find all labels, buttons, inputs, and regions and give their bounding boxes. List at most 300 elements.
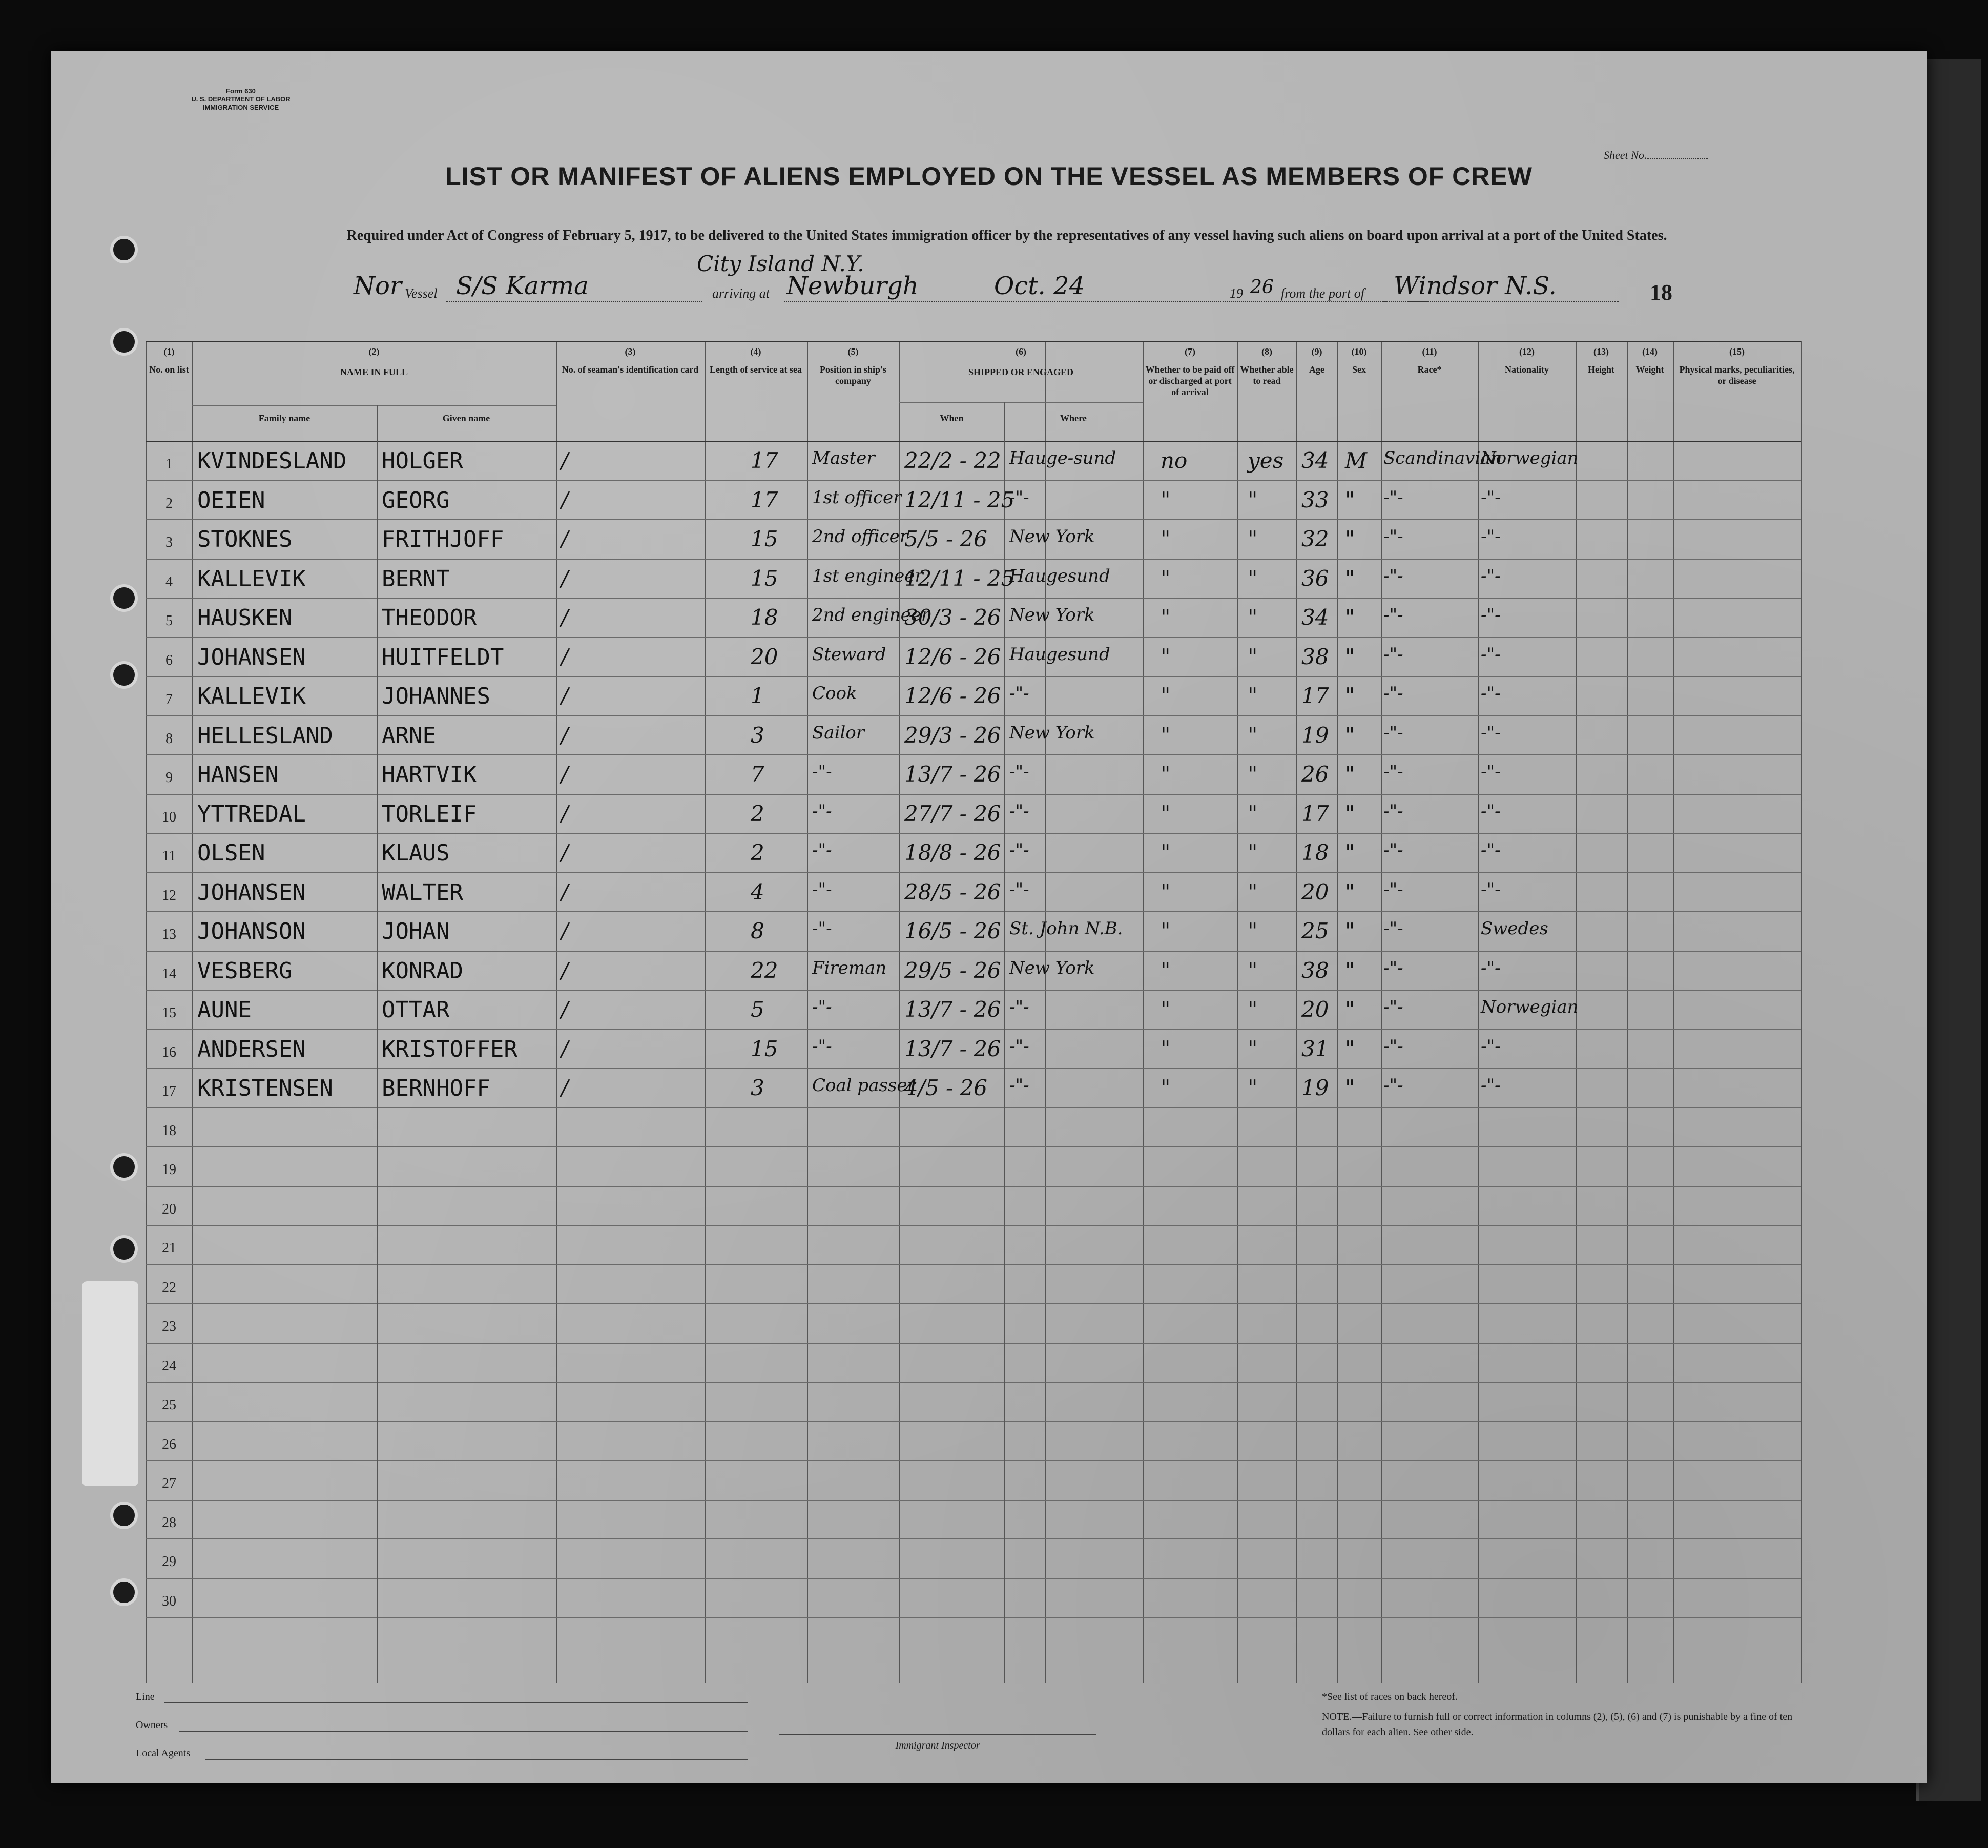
cell-given-name: JOHAN [382, 918, 450, 944]
grid-column-line [146, 341, 147, 1683]
grid-row-line [146, 1225, 1801, 1226]
cell-age: 19 [1301, 722, 1329, 748]
vessel-line [307, 251, 1742, 307]
grid-row-line [146, 872, 1801, 873]
cell-able-to-read: " [1248, 526, 1258, 551]
cell-length-of-service: 22 [751, 957, 778, 983]
cell-given-name: KLAUS [382, 840, 450, 866]
arriving-port: Newburgh [786, 272, 919, 300]
grid-row-line [146, 1578, 1801, 1579]
cell-id-card: / [561, 800, 569, 826]
grid-row-line [146, 1107, 1801, 1108]
col10-number: (10) [1351, 346, 1367, 357]
cell-age: 20 [1301, 997, 1329, 1022]
row-number: 23 [162, 1319, 176, 1334]
cell-length-of-service: 15 [751, 1036, 778, 1061]
cell-able-to-read: yes [1248, 448, 1284, 473]
cell-shipped-when: 30/3 - 26 [904, 605, 1001, 630]
col11-label: Race* [1417, 364, 1442, 375]
grid-row-line [146, 1421, 1801, 1422]
cell-family-name: YTTREDAL [197, 800, 306, 827]
cell-paid-off: " [1161, 683, 1171, 708]
col7-number: (7) [1185, 346, 1195, 357]
cell-id-card: / [561, 526, 569, 551]
cell-race: -"- [1383, 1036, 1403, 1057]
row-number: 13 [162, 927, 176, 942]
col1-number: (1) [163, 346, 175, 357]
cell-id-card: / [561, 762, 569, 787]
grid-row-line [146, 1538, 1801, 1539]
cell-id-card: / [561, 487, 569, 512]
col12-number: (12) [1519, 346, 1535, 357]
cell-shipped-where: -"- [1009, 840, 1029, 860]
col9-number: (9) [1311, 346, 1322, 357]
grid-row-line [146, 1617, 1801, 1618]
row-number: 4 [165, 573, 173, 590]
col13-label: Height [1588, 364, 1614, 375]
grid-row-line [146, 1029, 1801, 1030]
cell-sex: " [1345, 722, 1355, 748]
cell-nationality: -"- [1481, 605, 1501, 625]
cell-race: -"- [1383, 1075, 1403, 1096]
col14-number: (14) [1642, 346, 1658, 357]
cell-position: -"- [812, 1036, 832, 1057]
cell-length-of-service: 18 [751, 605, 778, 630]
grid-column-line [1801, 341, 1802, 1683]
cell-able-to-read: " [1248, 605, 1258, 630]
col12-label: Nationality [1504, 364, 1549, 375]
grid-row-line [146, 1146, 1801, 1147]
row-number: 3 [165, 535, 173, 550]
page-title: LIST OR MANIFEST OF ALIENS EMPLOYED ON THE VESSEL AS MEMBERS OF CREW [445, 162, 1533, 191]
cell-able-to-read: " [1248, 1075, 1258, 1100]
cell-nationality: -"- [1481, 683, 1501, 704]
cell-able-to-read: " [1248, 565, 1258, 591]
footer-agents-label: Local Agents [136, 1748, 191, 1759]
service: IMMIGRATION SERVICE [202, 104, 279, 111]
cell-id-card: / [561, 879, 569, 905]
cell-sex: " [1345, 605, 1355, 630]
cell-race: -"- [1383, 800, 1403, 822]
cell-sex: " [1345, 918, 1355, 943]
cell-id-card: / [561, 997, 569, 1022]
cell-position: -"- [812, 840, 832, 860]
manifest-page [51, 51, 1927, 1783]
col11-number: (11) [1422, 346, 1437, 357]
cell-shipped-where: -"- [1009, 879, 1029, 900]
cell-shipped-when: 29/5 - 26 [904, 957, 1001, 983]
year-hand: 26 [1250, 277, 1274, 298]
cell-family-name: JOHANSEN [197, 644, 306, 670]
cell-shipped-where: -"- [1009, 762, 1029, 782]
cell-shipped-where: New York [1009, 722, 1095, 743]
cell-family-name: KALLEVIK [197, 683, 306, 709]
when-where-split-line [1004, 402, 1005, 1683]
col1-label: No. on list [149, 364, 189, 375]
cell-family-name: KVINDESLAND [197, 448, 347, 474]
cell-position: Sailor [812, 722, 865, 743]
cell-shipped-when: 16/5 - 26 [904, 918, 1001, 943]
cell-able-to-read: " [1248, 487, 1258, 512]
cell-race: -"- [1383, 683, 1403, 704]
row-number: 26 [162, 1436, 176, 1452]
cell-shipped-where: -"- [1009, 1075, 1029, 1096]
cell-race: -"- [1383, 526, 1403, 547]
col3-label: No. of seaman's identification card [562, 364, 699, 375]
cell-shipped-when: 13/7 - 26 [904, 762, 1001, 787]
grid-row-line [146, 637, 1801, 638]
cell-race: -"- [1383, 487, 1403, 508]
cell-shipped-where: -"- [1009, 1036, 1029, 1057]
cell-sex: " [1345, 487, 1355, 512]
cell-id-card: / [561, 605, 569, 630]
col9-label: Age [1309, 364, 1324, 375]
cell-nationality: Norwegian [1481, 997, 1579, 1017]
correction-hand: City Island N.Y. [697, 251, 864, 276]
cell-family-name: OLSEN [197, 840, 265, 866]
cell-able-to-read: " [1248, 840, 1258, 865]
cell-shipped-where: -"- [1009, 487, 1029, 508]
cell-paid-off: " [1161, 644, 1171, 669]
races-note: *See list of races on back hereof. [1322, 1691, 1458, 1702]
nationality-hand: Nor [354, 272, 402, 300]
cell-id-card: / [561, 722, 569, 748]
cell-paid-off: " [1161, 526, 1171, 551]
cell-able-to-read: " [1248, 957, 1258, 983]
row-number: 6 [165, 652, 173, 668]
cell-length-of-service: 2 [751, 800, 764, 826]
cell-position: Master [812, 448, 875, 468]
cell-shipped-when: 12/11 - 25 [904, 487, 1015, 512]
col13-number: (13) [1593, 346, 1609, 357]
cell-position: -"- [812, 762, 832, 782]
cell-nationality: -"- [1481, 1075, 1501, 1096]
cell-age: 17 [1301, 800, 1329, 826]
cell-sex: " [1345, 957, 1355, 983]
row-number: 17 [162, 1083, 176, 1099]
from-label: from the port of [1281, 286, 1364, 301]
grid-row-line [146, 990, 1801, 991]
cell-nationality: -"- [1481, 526, 1501, 547]
cell-id-card: / [561, 448, 569, 473]
cell-given-name: JOHANNES [382, 683, 490, 709]
cell-id-card: / [561, 565, 569, 591]
form-header [179, 87, 302, 112]
cell-family-name: STOKNES [197, 526, 293, 552]
cell-race: -"- [1383, 605, 1403, 625]
cell-age: 36 [1301, 565, 1329, 591]
cell-nationality: -"- [1481, 879, 1501, 900]
cell-able-to-read: " [1248, 800, 1258, 826]
cell-able-to-read: " [1248, 722, 1258, 748]
col7-label: Whether to be paid off or discharged at port of arrival [1145, 364, 1235, 397]
cell-race: -"- [1383, 722, 1403, 743]
where-header: Where [1060, 413, 1087, 423]
row-number: 18 [162, 1122, 176, 1139]
cell-position: -"- [812, 918, 832, 939]
cell-paid-off: " [1161, 762, 1171, 787]
row-number: 5 [165, 613, 173, 629]
grid-column-line [1381, 341, 1382, 1683]
cell-position: Steward [812, 644, 886, 665]
row-number: 1 [165, 456, 173, 472]
cell-able-to-read: " [1248, 683, 1258, 708]
grid-row-line [146, 794, 1801, 795]
cell-family-name: HANSEN [197, 762, 279, 788]
cell-id-card: / [561, 957, 569, 983]
cell-shipped-where: New York [1009, 957, 1095, 978]
cell-length-of-service: 8 [751, 918, 764, 943]
row-number: 20 [162, 1201, 176, 1217]
cell-given-name: WALTER [382, 879, 463, 906]
cell-age: 33 [1301, 487, 1329, 512]
cell-paid-off: " [1161, 840, 1171, 865]
cell-position: 2nd engineer [812, 605, 930, 625]
cell-given-name: KRISTOFFER [382, 1036, 517, 1062]
cell-id-card: / [561, 1075, 569, 1100]
cell-age: 19 [1301, 1075, 1329, 1100]
cell-race: -"- [1383, 565, 1403, 586]
grid-row-line [146, 833, 1801, 834]
cell-sex: " [1345, 997, 1355, 1022]
cell-position: Cook [812, 683, 857, 704]
cell-family-name: ANDERSEN [197, 1036, 306, 1062]
cell-length-of-service: 7 [751, 762, 764, 787]
cell-paid-off: " [1161, 918, 1171, 943]
cell-paid-off: " [1161, 800, 1171, 826]
cell-nationality: -"- [1481, 840, 1501, 860]
cell-id-card: / [561, 644, 569, 669]
cell-paid-off: " [1161, 1036, 1171, 1061]
grid-column-line [192, 341, 193, 1683]
cell-family-name: HELLESLAND [197, 722, 333, 749]
vessel-name: S/S Karma [456, 272, 589, 300]
cell-paid-off: " [1161, 879, 1171, 905]
grid-row-line [146, 1264, 1801, 1265]
col14-label: Weight [1635, 364, 1664, 375]
cell-family-name: VESBERG [197, 957, 293, 984]
cell-given-name: BERNHOFF [382, 1075, 490, 1101]
row-number: 9 [165, 770, 173, 786]
cell-family-name: KRISTENSEN [197, 1075, 333, 1101]
cell-position: Fireman [812, 957, 887, 978]
grid-row-line [146, 676, 1801, 677]
row-number: 2 [165, 495, 173, 511]
cell-given-name: FRITHJOFF [382, 526, 504, 552]
cell-able-to-read: " [1248, 879, 1258, 905]
binder-hole [110, 236, 138, 263]
grid-row-line [146, 715, 1801, 716]
cell-paid-off: " [1161, 605, 1171, 630]
row-number: 12 [162, 887, 176, 904]
col10-label: Sex [1352, 364, 1366, 375]
grid-row-line [146, 1460, 1801, 1461]
row-number: 21 [162, 1240, 176, 1256]
col4-label: Length of service at sea [710, 364, 802, 375]
cell-sex: " [1345, 879, 1355, 905]
grid-row-line [146, 1343, 1801, 1344]
cell-paid-off: " [1161, 722, 1171, 748]
col5-label: Position in ship's company [819, 364, 887, 386]
cell-race: -"- [1383, 644, 1403, 665]
cell-length-of-service: 4 [751, 879, 764, 905]
binder-hole [110, 1235, 138, 1263]
cell-shipped-where: -"- [1009, 997, 1029, 1017]
cell-shipped-when: 22/2 - 22 [904, 448, 1001, 473]
binder-hole [110, 1578, 138, 1606]
cell-given-name: OTTAR [382, 997, 450, 1023]
cell-shipped-when: 12/11 - 25 [904, 565, 1015, 591]
year-label: 19 [1230, 286, 1243, 301]
grid-column-line [1673, 341, 1674, 1683]
cell-given-name: HUITFELDT [382, 644, 504, 670]
binder-hole [110, 661, 138, 689]
cell-able-to-read: " [1248, 762, 1258, 787]
grid-column-line [1337, 341, 1338, 1683]
col2-label: NAME IN FULL [340, 367, 408, 377]
grid-row-line [146, 1186, 1801, 1187]
cell-nationality: -"- [1481, 762, 1501, 782]
cell-position: -"- [812, 997, 832, 1017]
grid-row-line [146, 911, 1801, 912]
cell-shipped-when: 29/3 - 26 [904, 722, 1001, 748]
cell-shipped-when: 13/7 - 26 [904, 1036, 1001, 1061]
cell-age: 34 [1301, 448, 1329, 473]
grid-row-line [146, 1068, 1801, 1069]
cell-position: -"- [812, 879, 832, 900]
cell-family-name: JOHANSEN [197, 879, 306, 906]
col8-number: (8) [1261, 346, 1272, 357]
grid-column-line [1237, 341, 1238, 1683]
cell-nationality: -"- [1481, 722, 1501, 743]
cell-age: 31 [1301, 1036, 1329, 1061]
page-subtitle: Required under Act of Congress of February 5, 1917, to be delivered to the United States immigration officer by the representatives of any vessel having such aliens on board upon arrival at a port of the United States. [346, 228, 1667, 243]
binder-hole [110, 584, 138, 612]
cell-shipped-when: 18/8 - 26 [904, 840, 1001, 865]
grid-row-line [146, 559, 1801, 560]
row-number: 19 [162, 1162, 176, 1178]
header-bottom-line [146, 441, 1801, 442]
row-number: 25 [162, 1397, 176, 1413]
grid-column-line [1296, 341, 1297, 1683]
col5-number: (5) [847, 346, 859, 357]
cell-length-of-service: 15 [751, 565, 778, 591]
grid-column-line [807, 341, 808, 1683]
cell-age: 38 [1301, 644, 1329, 669]
cell-age: 20 [1301, 879, 1329, 905]
cell-paid-off: " [1161, 997, 1171, 1022]
grid-row-line [146, 480, 1801, 481]
col6-label: SHIPPED OR ENGAGED [968, 367, 1074, 377]
cell-position: 1st officer [812, 487, 902, 508]
col3-number: (3) [625, 346, 636, 357]
cell-shipped-when: 13/7 - 26 [904, 997, 1001, 1022]
row-number: 15 [162, 1005, 176, 1021]
cell-race: -"- [1383, 762, 1403, 782]
sheet-no-label: Sheet No. [1604, 149, 1647, 161]
cell-given-name: THEODOR [382, 605, 477, 631]
row-number: 29 [162, 1554, 176, 1570]
grid-column-line [556, 341, 557, 1683]
form-number: Form 630 [226, 87, 256, 95]
grid-column-line [705, 341, 706, 1683]
cell-able-to-read: " [1248, 918, 1258, 943]
name-subheader-line [192, 405, 556, 406]
cell-paid-off: " [1161, 565, 1171, 591]
grid-row-line [146, 1500, 1801, 1501]
cell-age: 25 [1301, 918, 1329, 943]
family-given-split-line [377, 405, 378, 1683]
cell-shipped-when: 28/5 - 26 [904, 879, 1001, 905]
cell-sex: " [1345, 1075, 1355, 1100]
col6-number: (6) [1016, 346, 1026, 357]
cell-family-name: KALLEVIK [197, 565, 306, 592]
cell-length-of-service: 3 [751, 722, 764, 748]
cell-position: 1st engineer [812, 565, 923, 586]
cell-length-of-service: 1 [751, 683, 764, 708]
cell-age: 26 [1301, 762, 1329, 787]
cell-race: -"- [1383, 957, 1403, 978]
cell-length-of-service: 20 [751, 644, 778, 669]
col4-number: (4) [750, 346, 761, 357]
cell-shipped-when: 12/6 - 26 [904, 683, 1001, 708]
cell-given-name: ARNE [382, 722, 436, 749]
cell-paid-off: no [1161, 448, 1188, 473]
cell-race: Scandinavian [1383, 448, 1502, 468]
cell-position: -"- [812, 800, 832, 822]
cell-able-to-read: " [1248, 997, 1258, 1022]
cell-sex: M [1345, 448, 1368, 473]
cell-paid-off: " [1161, 487, 1171, 512]
cell-age: 17 [1301, 683, 1329, 708]
cell-given-name: BERNT [382, 565, 450, 592]
row-number: 10 [162, 809, 176, 825]
cell-nationality: Norwegian [1481, 448, 1579, 468]
cell-sex: " [1345, 526, 1355, 551]
sheet-no-field [1604, 149, 1708, 162]
cell-sex: " [1345, 762, 1355, 787]
cell-given-name: GEORG [382, 487, 450, 514]
cell-sex: " [1345, 644, 1355, 669]
cell-id-card: / [561, 918, 569, 943]
cell-length-of-service: 17 [751, 487, 778, 512]
manifest-table [146, 341, 1801, 1683]
cell-sex: " [1345, 683, 1355, 708]
cell-shipped-where: -"- [1009, 683, 1029, 704]
cell-shipped-when: 27/7 - 26 [904, 800, 1001, 826]
binder-hole [110, 1502, 138, 1529]
binder-hole [110, 1153, 138, 1181]
row-number: 28 [162, 1514, 176, 1531]
cell-shipped-when: 5/5 - 26 [904, 526, 987, 551]
col8-label: Whether able to read [1240, 364, 1294, 386]
cell-shipped-when: 4/5 - 26 [904, 1075, 987, 1100]
arriving-label: arriving at [712, 286, 770, 301]
cell-sex: " [1345, 800, 1355, 826]
penalty-note: NOTE.—Failure to furnish full or correct information in columns (2), (5), (6) and (7) is punishable by a fine of ten dollars for each alien. See other side. [1322, 1711, 1793, 1738]
grid-column-line [1478, 341, 1479, 1683]
cell-nationality: -"- [1481, 1036, 1501, 1057]
cell-shipped-where: New York [1009, 526, 1095, 547]
cell-race: -"- [1383, 997, 1403, 1017]
cell-id-card: / [561, 840, 569, 865]
grid-top-line [146, 341, 1801, 342]
cell-nationality: Swedes [1481, 918, 1548, 939]
row-number: 24 [162, 1358, 176, 1374]
vessel-label: Vessel [405, 286, 438, 301]
cell-able-to-read: " [1248, 644, 1258, 669]
col15-label: Physical marks, peculiarities, or disease [1679, 364, 1795, 386]
